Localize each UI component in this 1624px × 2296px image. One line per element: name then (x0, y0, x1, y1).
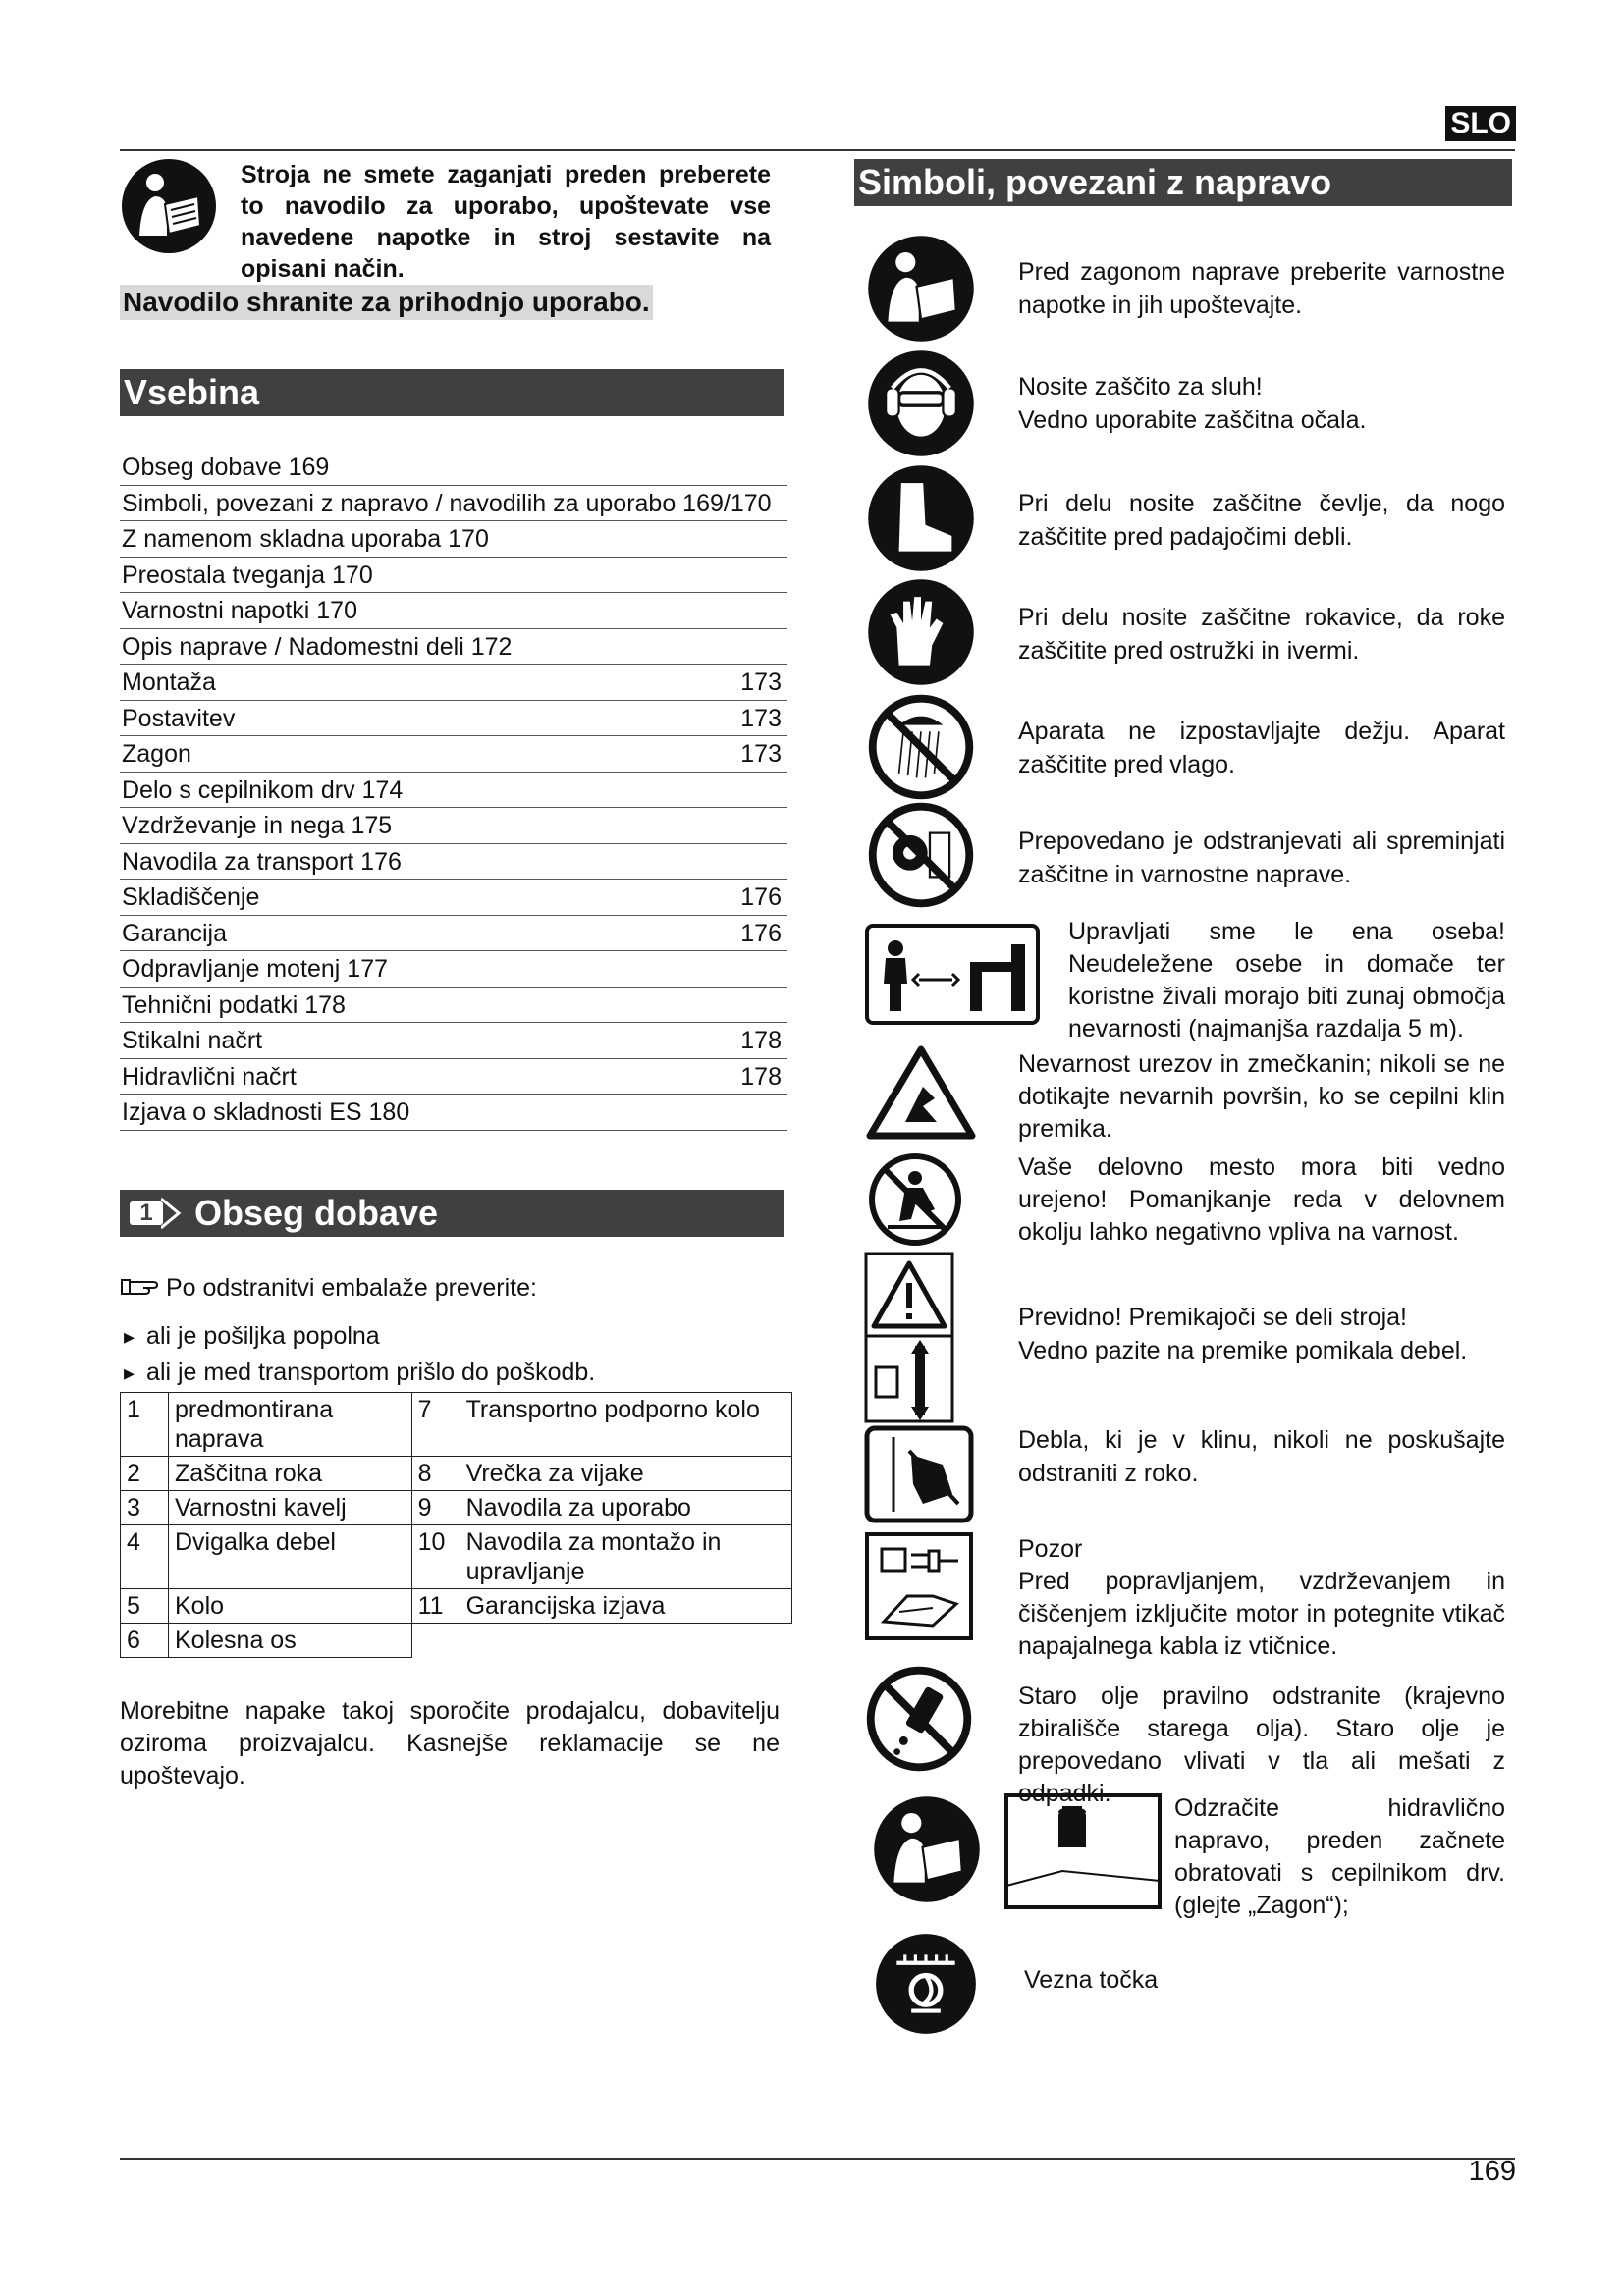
toc-item-label: Postavitev (122, 704, 236, 732)
symbol-text: Odzračite hidravlično napravo, preden začnete obratovati s cepilnikom drv. (glejte „Zagon“); (1174, 1794, 1505, 1919)
symbol-text: Debla, ki je v klinu, nikoli ne poskušajte odstraniti z roko. (1018, 1426, 1505, 1487)
table-cell (411, 1624, 460, 1658)
list-item: ▸ ali je med transportom prišlo do poškodb. (120, 1355, 595, 1391)
table-cell: Dvigalka debel (169, 1525, 412, 1589)
keep-manual-note: Navodilo shranite za prihodnjo uporabo. (120, 285, 653, 320)
toc-item-label: Izjava o skladnosti ES 180 (122, 1098, 410, 1126)
toc-item (120, 486, 787, 522)
read-manual-icon (872, 1794, 982, 1904)
toc-item-label: Simboli, povezani z napravo / navodilih za uporabo 169/170 (122, 489, 772, 517)
scope-heading (120, 1190, 784, 1237)
defects-note: Morebitne napake takoj sporočite prodajalcu, dobavitelju oziroma proizvajalcu. Kasnejše reklamacije se ne upoštevajo. (120, 1697, 780, 1789)
toc-item-label: Obseg dobave 169 (122, 454, 330, 481)
check-bullets (120, 1318, 595, 1391)
table-cell: Transportno podporno kolo (460, 1393, 791, 1457)
table-cell: 1 (121, 1393, 169, 1457)
lifting-point-icon (874, 1932, 978, 2036)
scope-table (120, 1392, 792, 1658)
toc-item-label: Navodila za transport 176 (122, 847, 402, 876)
safety-gloves-icon (866, 577, 976, 687)
table-row (121, 1393, 792, 1457)
table-cell: Zaščitna roka (169, 1457, 412, 1491)
tidy-workplace-icon (866, 1150, 964, 1249)
symbols-heading: Simboli, povezani z napravo (854, 159, 1512, 206)
toc-item-label: Stikalni načrt (122, 1027, 263, 1054)
symbol-text: Aparata ne izpostavljajte dežju. Aparat zaščitite pred vlago. (1018, 718, 1505, 778)
symbol-text: Pri delu nosite zaščitne rokavice, da roke zaščitite pred ostružki in ivermi. (1018, 604, 1505, 665)
toc-item-label: Hidravlični načrt (122, 1062, 297, 1091)
ear-eye-protection-icon (866, 348, 976, 458)
toc-item (120, 665, 787, 701)
symbol-text: Previdno! Premikajoči se deli stroja! Vedno pazite na premike pomikala debel. (1018, 1304, 1468, 1364)
pointing-hand-icon (120, 1276, 159, 1298)
table-cell (460, 1624, 791, 1658)
toc-item-page: 176 (740, 919, 782, 947)
symbol-text: Vaše delovno mesto mora biti vedno urejeno! Pomanjkanje reda v delovnem okolju lahko negativno vpliva na varnost. (1018, 1153, 1505, 1246)
toc-item-label: Preostala tveganja 170 (122, 561, 373, 589)
list-item: ▸ ali je pošiljka popolna (120, 1318, 595, 1355)
table-cell: 3 (121, 1491, 169, 1525)
toc-item (120, 629, 787, 666)
table-cell: 8 (411, 1457, 460, 1491)
toc-item-page: 173 (740, 704, 782, 732)
no-hand-removal-icon (864, 1425, 974, 1523)
toc-item (120, 736, 787, 773)
table-cell: 9 (411, 1491, 460, 1525)
symbol-text: Pozor Pred popravljanjem, vzdrževanjem in čiščenjem izključite motor in potegnite vtikač napajalnega kabla iz vtičnice. (1018, 1535, 1505, 1660)
check-instruction: Po odstranitvi embalaže preverite: (120, 1274, 537, 1303)
toc-item-label: Tehnični podatki 178 (122, 990, 346, 1019)
arrow-icon (161, 1197, 183, 1230)
table-cell: 11 (411, 1589, 460, 1624)
toc-item-label: Vzdrževanje in nega 175 (122, 812, 393, 839)
safety-boots-icon (866, 463, 976, 573)
table-cell: Kolo (169, 1589, 412, 1624)
toc-item-label: Opis naprave / Nadomestni deli 172 (122, 632, 513, 661)
read-manual-icon (866, 234, 976, 344)
toc-item (120, 844, 787, 881)
toc-item (120, 808, 787, 844)
table-cell: Kolesna os (169, 1624, 412, 1658)
symbol-text: Pred zagonom naprave preberite varnostne napotke in jih upoštevajte. (1018, 258, 1505, 319)
toc-item-label: Odpravljanje motenj 177 (122, 955, 388, 983)
read-manual-icon (120, 157, 218, 255)
table-cell: Vrečka za vijake (460, 1457, 791, 1491)
toc-item-label: Montaža (122, 668, 216, 696)
toc-item (120, 1095, 787, 1131)
table-cell: Varnostni kavelj (169, 1491, 412, 1525)
toc-item-label: Varnostni napotki 170 (122, 597, 357, 624)
symbol-text: Nevarnost urezov in zmečkanin; nikoli se ne dotikajte nevarnih površin, ko se cepilni klin premika. (1018, 1050, 1505, 1143)
table-cell: 7 (411, 1393, 460, 1457)
unplug-before-service-icon (864, 1531, 974, 1641)
symbol-text: Vezna točka (1024, 1966, 1159, 1994)
one-operator-icon (864, 923, 1041, 1026)
bottom-rule (120, 2158, 1515, 2160)
table-cell: 5 (121, 1589, 169, 1624)
table-row (121, 1525, 792, 1589)
toc-item (120, 1023, 787, 1059)
no-rain-icon (866, 692, 976, 802)
toc-item (120, 450, 787, 486)
toc-item-label: Zagon (122, 740, 191, 768)
table-row (121, 1624, 792, 1658)
page-number: 169 (1468, 2156, 1516, 2187)
toc-item-page: 173 (740, 740, 782, 768)
table-cell: Navodila za montažo in upravljanje (460, 1525, 791, 1589)
hydraulic-vent-icon (1003, 1792, 1163, 1910)
language-badge: SLO (1445, 106, 1516, 141)
scope-title: Obseg dobave (194, 1193, 439, 1233)
top-rule (120, 149, 1515, 151)
toc-item (120, 701, 787, 737)
section-number-badge: 1 (130, 1197, 183, 1230)
table-row (121, 1589, 792, 1624)
toc-item (120, 880, 787, 916)
symbol-text: Staro olje pravilno odstranite (krajevno zbirališče starega olja). Staro olje je prepovedano vlivati v tla ali mešati z odpadki. (1018, 1682, 1505, 1807)
toc-item-label: Skladiščenje (122, 883, 260, 911)
toc-item (120, 773, 787, 809)
toc-item-page: 178 (740, 1027, 782, 1054)
toc-item-page: 178 (740, 1062, 782, 1091)
toc-item (120, 593, 787, 629)
symbol-text: Pri delu nosite zaščitne čevlje, da nogo zaščitite pred padajočimi debli. (1018, 490, 1505, 551)
toc-item (120, 1059, 787, 1095)
toc-item-page: 176 (740, 883, 782, 911)
toc-item (120, 916, 787, 952)
crush-hazard-icon (866, 1043, 976, 1142)
symbol-text: Prepovedano je odstranjevati ali spreminjati zaščitne in varnostne naprave. (1018, 828, 1505, 888)
table-cell: 2 (121, 1457, 169, 1491)
toc-item (120, 521, 787, 558)
intro-warning: Stroja ne smete zaganjati preden preberete to navodilo za uporabo, upoštevate vse navedene napotke in stroj sestavite na opisani način. (241, 161, 771, 283)
table-cell: Garancijska izjava (460, 1589, 791, 1624)
toc-list (120, 450, 787, 1131)
toc-item-page: 173 (740, 668, 782, 696)
no-remove-guards-icon (866, 800, 976, 910)
table-row (121, 1491, 792, 1525)
table-cell: 4 (121, 1525, 169, 1589)
toc-item-label: Delo s cepilnikom drv 174 (122, 775, 404, 804)
toc-item-label: Z namenom skladna uporaba 170 (122, 525, 489, 553)
table-cell: Navodila za uporabo (460, 1491, 791, 1525)
symbol-text: Upravljati sme le ena oseba! Neudeležene osebe in domače ter koristne živali morajo biti zunaj območja nevarnosti (najmanjša razdalja 5 m). (1068, 918, 1505, 1042)
toc-heading: Vsebina (120, 369, 784, 416)
table-cell: 6 (121, 1624, 169, 1658)
no-oil-dumping-icon (864, 1664, 974, 1774)
toc-item (120, 951, 787, 988)
table-row (121, 1457, 792, 1491)
toc-item-label: Garancija (122, 919, 227, 947)
toc-item (120, 988, 787, 1024)
symbol-text: Nosite zaščito za sluh! Vedno uporabite zaščitna očala. (1018, 373, 1367, 434)
table-cell: predmontirana naprava (169, 1393, 412, 1457)
table-cell: 10 (411, 1525, 460, 1589)
moving-parts-icon (864, 1252, 954, 1423)
toc-item (120, 558, 787, 594)
